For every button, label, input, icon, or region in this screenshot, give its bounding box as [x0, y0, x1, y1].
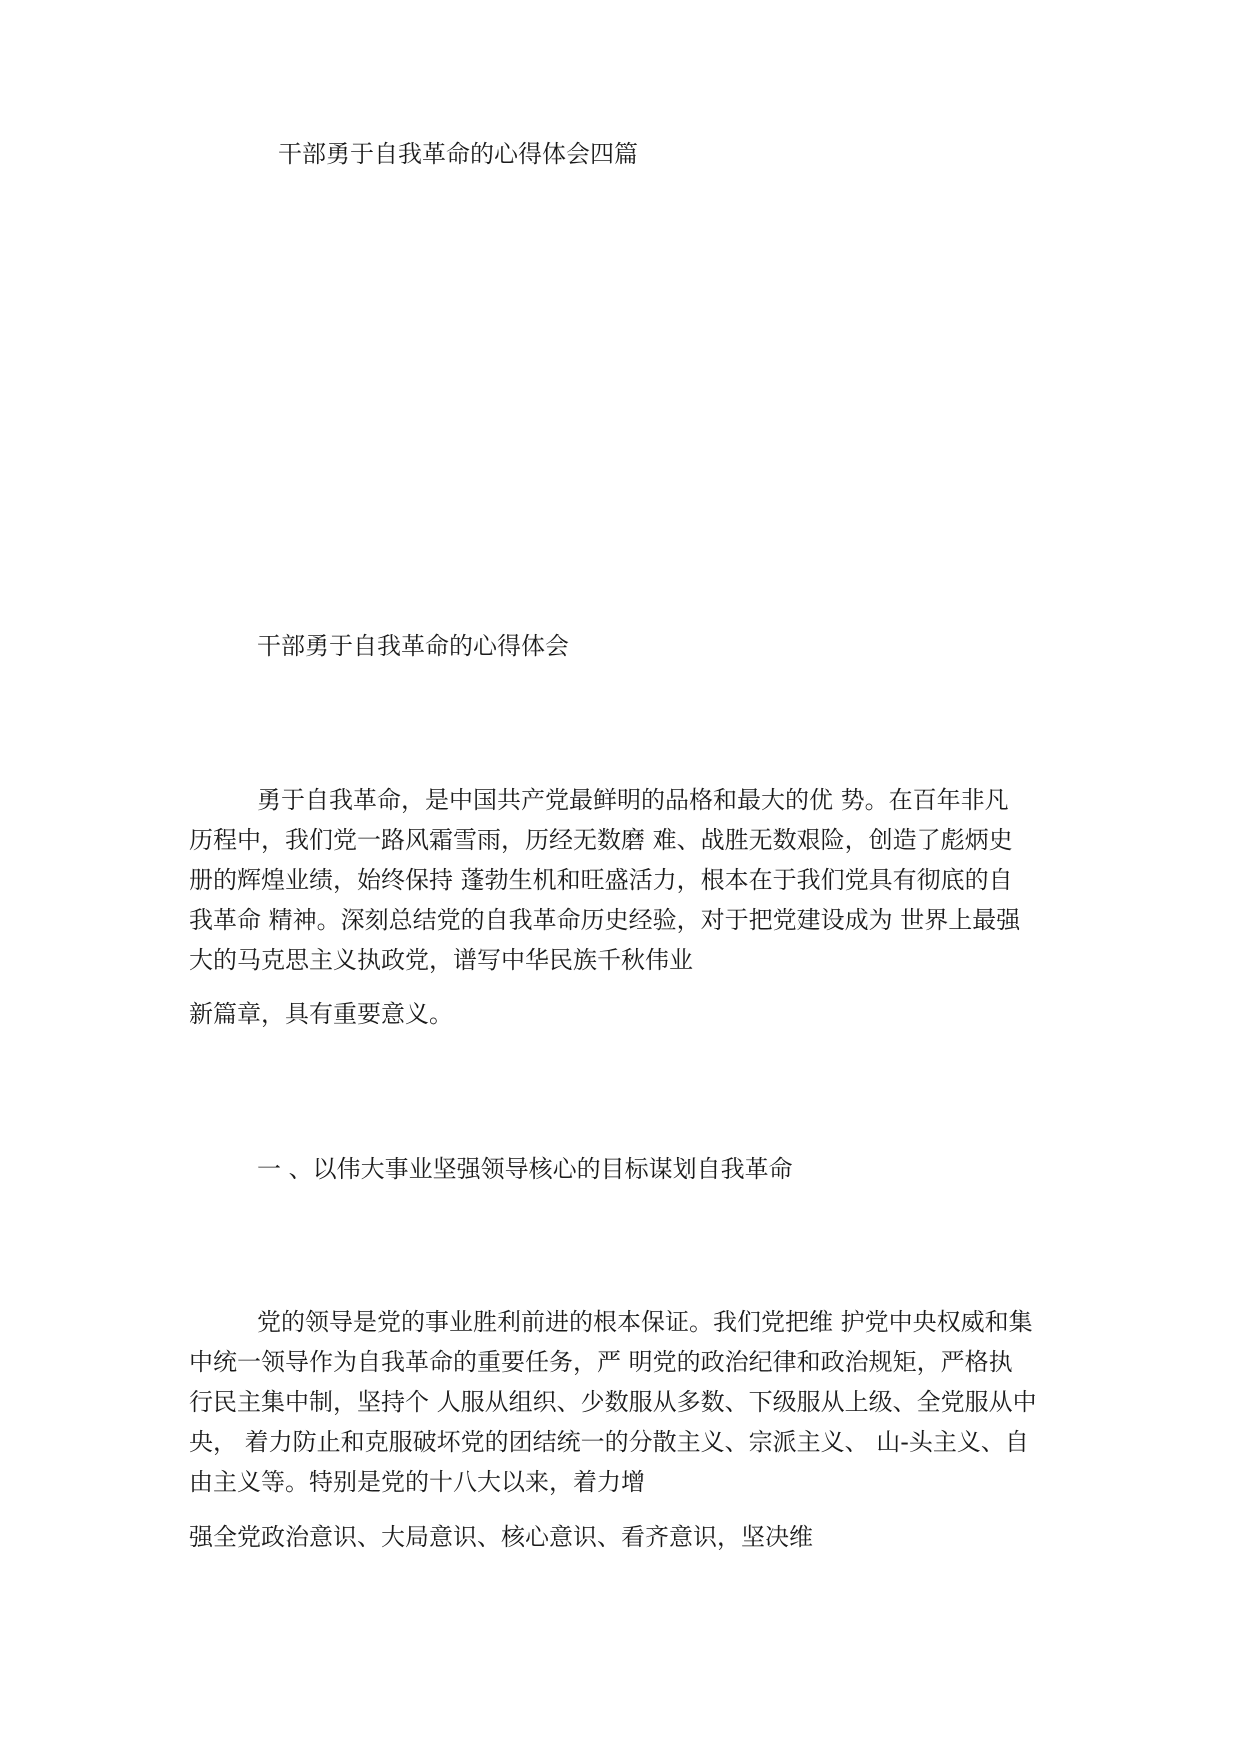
paragraph-line: 册的辉煌业绩，始终保持 蓬勃生机和旺盛活力，根本在于我们党具有彻底的自	[189, 866, 1013, 894]
paragraph-line: 大的马克思主义执政党，谱写中华民族千秋伟业	[189, 946, 693, 974]
section-heading: 一 、以伟大事业坚强领导核心的目标谋划自我革命	[257, 1155, 793, 1183]
paragraph-line: 央， 着力防止和克服破坏党的团结统一的分散主义、宗派主义、 山-头主义、自	[189, 1428, 1029, 1456]
paragraph-tail-line: 新篇章，具有重要意义。	[189, 1000, 453, 1028]
paragraph-tail-line: 强全党政治意识、大局意识、核心意识、看齐意识，坚决维	[189, 1523, 813, 1551]
paragraph-line: 勇于自我革命，是中国共产党最鲜明的品格和最大的优 势。在百年非凡	[257, 786, 1009, 814]
document-main-title: 干部勇于自我革命的心得体会四篇	[278, 140, 638, 168]
article-title: 干部勇于自我革命的心得体会	[257, 632, 569, 660]
paragraph-line: 由主义等。特别是党的十八大以来，着力增	[189, 1468, 645, 1496]
paragraph-line: 历程中，我们党一路风霜雪雨，历经无数磨 难、战胜无数艰险，创造了彪炳史	[189, 826, 1013, 854]
paragraph-line: 党的领导是党的事业胜利前进的根本保证。我们党把维 护党中央权威和集	[257, 1308, 1033, 1336]
paragraph-line: 我革命 精神。深刻总结党的自我革命历史经验，对于把党建设成为 世界上最强	[189, 906, 1021, 934]
paragraph-line: 行民主集中制，坚持个 人服从组织、少数服从多数、下级服从上级、全党服从中	[189, 1388, 1037, 1416]
paragraph-line: 中统一领导作为自我革命的重要任务，严 明党的政治纪律和政治规矩，严格执	[189, 1348, 1013, 1376]
